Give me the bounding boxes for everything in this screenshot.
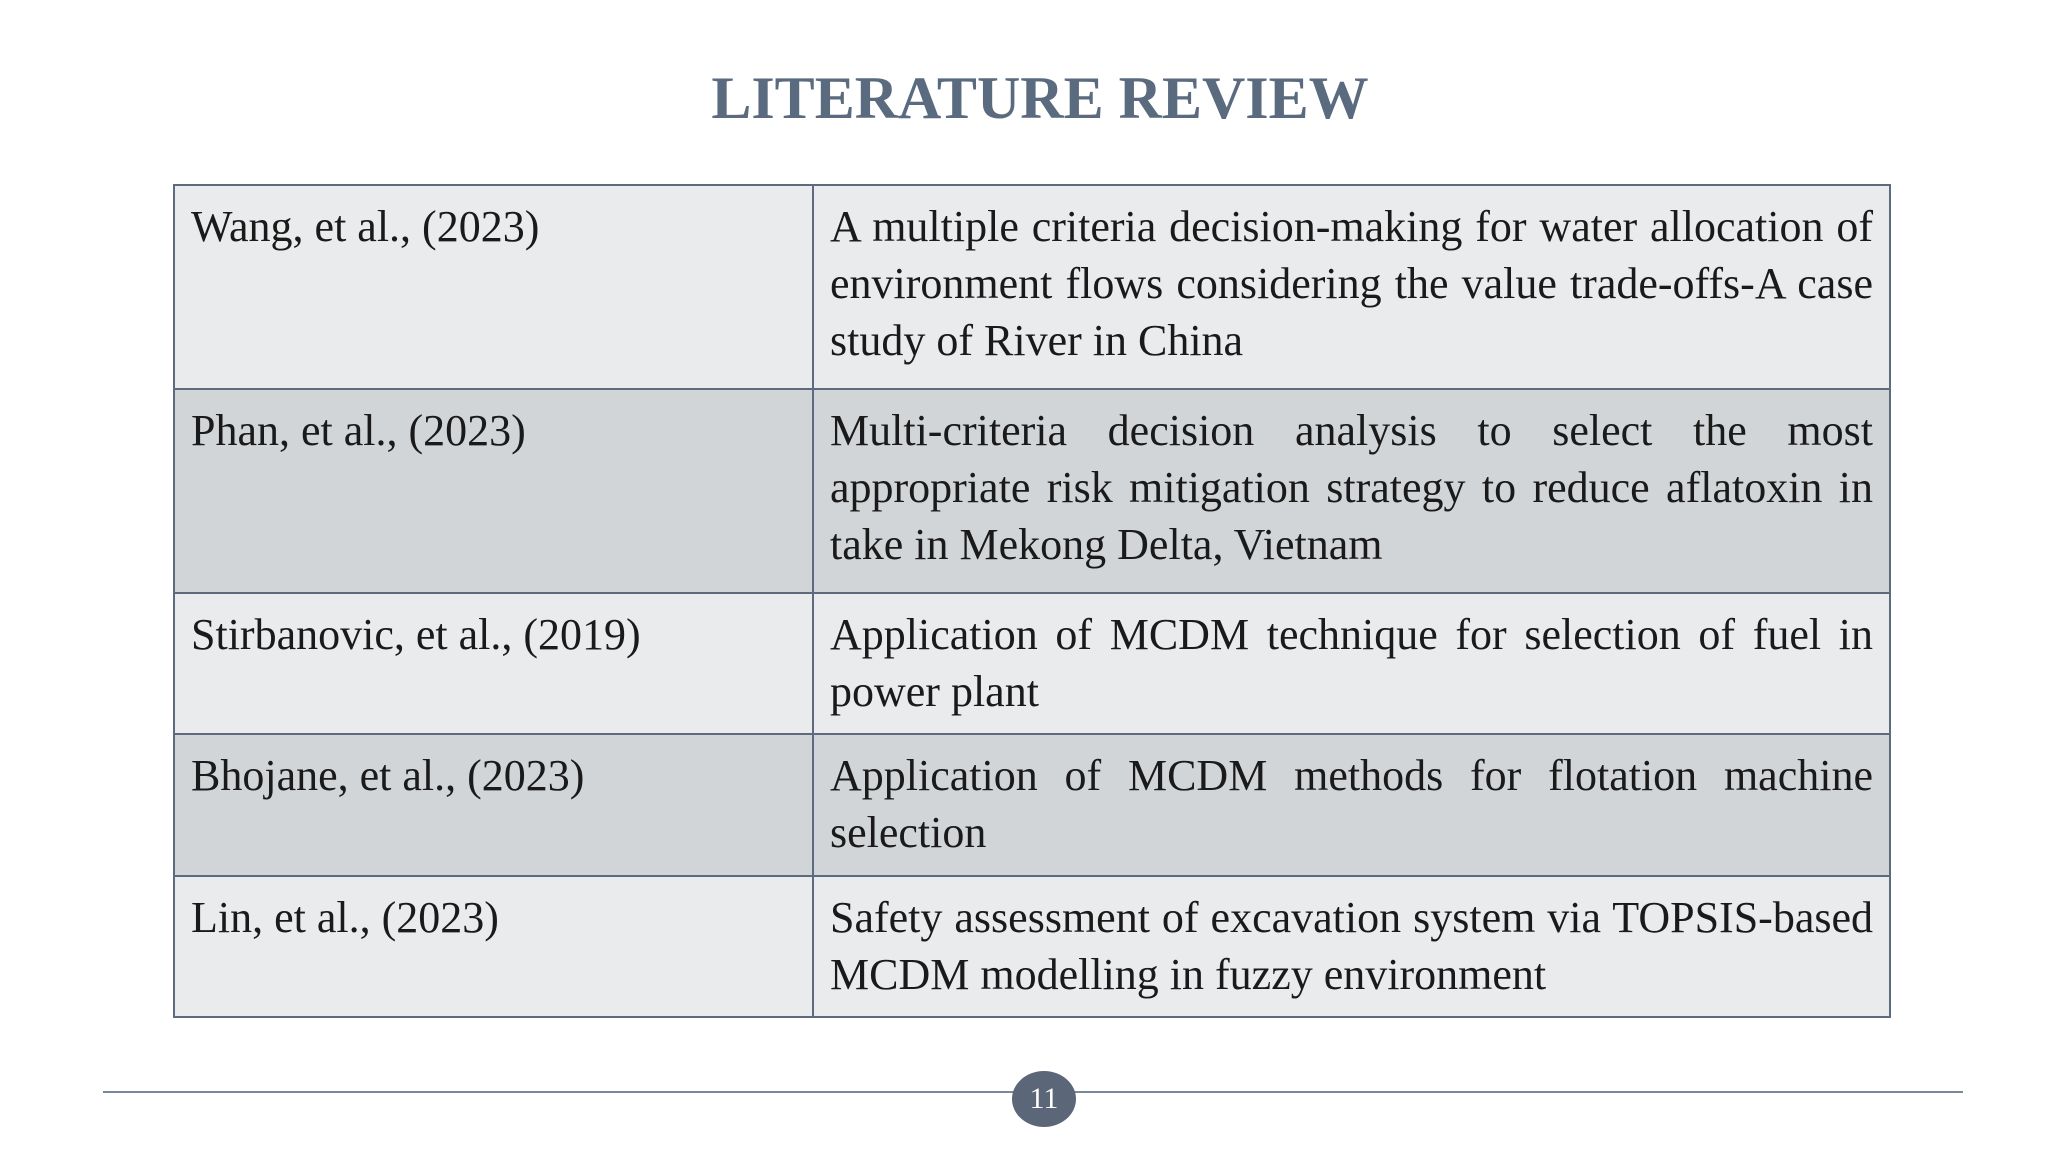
table-row	[174, 876, 1890, 1017]
study-title-cell: Safety assessment of excavation system via TOPSIS-based MCDM modelling in fuzzy environment	[813, 876, 1890, 1017]
slide-title: LITERATURE REVIEW	[711, 65, 1369, 131]
page-number-badge: 11	[1012, 1071, 1076, 1127]
author-cell: Phan, et al., (2023)	[174, 389, 813, 593]
author-cell: Wang, et al., (2023)	[174, 185, 813, 389]
study-title-cell: A multiple criteria decision-making for water allocation of environment flows considering the value trade-offs-A case study of River in China	[813, 185, 1890, 389]
study-title-cell: Application of MCDM methods for flotation machine selection	[813, 734, 1890, 876]
study-title-cell: Multi-criteria decision analysis to select the most appropriate risk mitigation strategy to reduce aflatoxin in take in Mekong Delta, Vietnam	[813, 389, 1890, 593]
author-cell: Lin, et al., (2023)	[174, 876, 813, 1017]
table-row	[174, 593, 1890, 734]
study-title-cell: Application of MCDM technique for selection of fuel in power plant	[813, 593, 1890, 734]
author-cell: Stirbanovic, et al., (2019)	[174, 593, 813, 734]
author-cell: Bhojane, et al., (2023)	[174, 734, 813, 876]
table-row	[174, 389, 1890, 593]
table-row	[174, 185, 1890, 389]
table-row	[174, 734, 1890, 876]
literature-table	[173, 184, 1891, 1018]
